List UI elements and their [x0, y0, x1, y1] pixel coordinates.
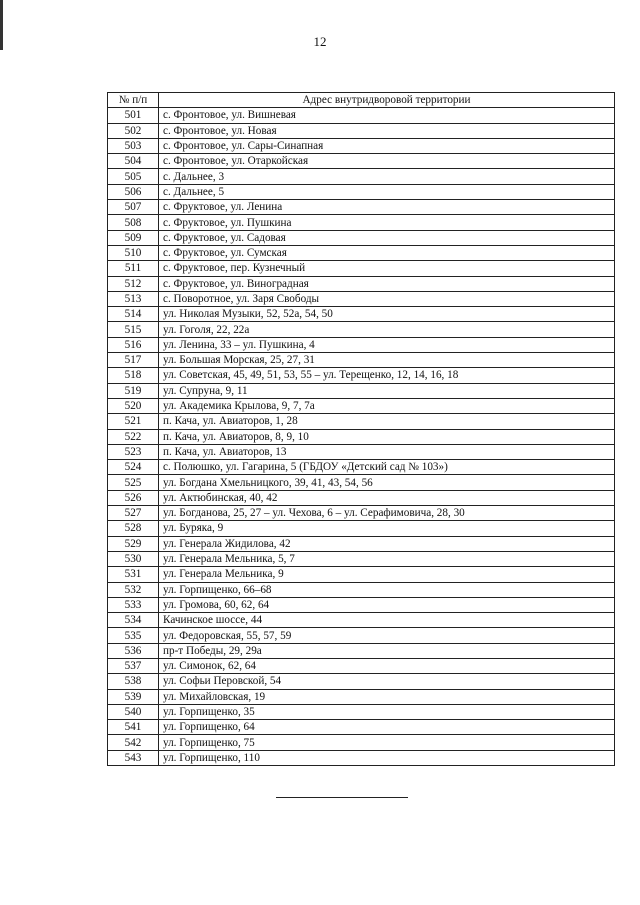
row-address: с. Фруктовое, ул. Ленина — [159, 200, 615, 215]
row-number: 532 — [108, 582, 159, 597]
row-address: с. Фронтовое, ул. Отаркойская — [159, 154, 615, 169]
row-address: с. Фронтовое, ул. Вишневая — [159, 108, 615, 123]
row-address: ул. Буряка, 9 — [159, 521, 615, 536]
row-address: ул. Горпищенко, 110 — [159, 750, 615, 765]
table-row — [108, 643, 615, 658]
row-number: 533 — [108, 597, 159, 612]
row-address: Качинское шоссе, 44 — [159, 613, 615, 628]
row-address: ул. Гоголя, 22, 22а — [159, 322, 615, 337]
table-row — [108, 184, 615, 199]
table-row — [108, 536, 615, 551]
table-row — [108, 567, 615, 582]
row-number: 543 — [108, 750, 159, 765]
row-number: 507 — [108, 200, 159, 215]
table-row — [108, 551, 615, 566]
table-row — [108, 414, 615, 429]
row-address: ул. Михайловская, 19 — [159, 689, 615, 704]
row-number: 511 — [108, 261, 159, 276]
row-address: ул. Супруна, 9, 11 — [159, 383, 615, 398]
footer-divider — [276, 797, 408, 798]
table-row — [108, 720, 615, 735]
table-row — [108, 613, 615, 628]
row-address: пр-т Победы, 29, 29а — [159, 643, 615, 658]
row-number: 503 — [108, 138, 159, 153]
row-number: 525 — [108, 475, 159, 490]
table-row — [108, 108, 615, 123]
row-number: 506 — [108, 184, 159, 199]
table-row — [108, 337, 615, 352]
row-number: 521 — [108, 414, 159, 429]
table-row — [108, 200, 615, 215]
row-number: 528 — [108, 521, 159, 536]
row-number: 515 — [108, 322, 159, 337]
table-row — [108, 230, 615, 245]
row-number: 530 — [108, 551, 159, 566]
table-row — [108, 674, 615, 689]
row-address: ул. Академика Крылова, 9, 7, 7а — [159, 398, 615, 413]
row-address: с. Фруктовое, ул. Виноградная — [159, 276, 615, 291]
row-number: 504 — [108, 154, 159, 169]
page-number: 12 — [313, 34, 327, 49]
table-row — [108, 291, 615, 306]
row-address: с. Фруктовое, ул. Пушкина — [159, 215, 615, 230]
table-row — [108, 475, 615, 490]
row-number: 520 — [108, 398, 159, 413]
table-row — [108, 750, 615, 765]
row-address: ул. Ленина, 33 – ул. Пушкина, 4 — [159, 337, 615, 352]
table-row — [108, 169, 615, 184]
row-address: п. Кача, ул. Авиаторов, 1, 28 — [159, 414, 615, 429]
row-number: 541 — [108, 720, 159, 735]
row-number: 518 — [108, 368, 159, 383]
row-address: с. Фронтовое, ул. Сары-Синапная — [159, 138, 615, 153]
row-address: ул. Генерала Мельника, 9 — [159, 567, 615, 582]
row-address: ул. Николая Музыки, 52, 52а, 54, 50 — [159, 307, 615, 322]
row-number: 523 — [108, 444, 159, 459]
row-number: 538 — [108, 674, 159, 689]
row-address: с. Фруктовое, пер. Кузнечный — [159, 261, 615, 276]
table-row — [108, 353, 615, 368]
table-row — [108, 138, 615, 153]
table-row — [108, 123, 615, 138]
table-row — [108, 704, 615, 719]
row-number: 522 — [108, 429, 159, 444]
row-address: с. Дальнее, 3 — [159, 169, 615, 184]
row-number: 512 — [108, 276, 159, 291]
row-number: 529 — [108, 536, 159, 551]
table-row — [108, 444, 615, 459]
row-number: 519 — [108, 383, 159, 398]
row-number: 509 — [108, 230, 159, 245]
row-number: 536 — [108, 643, 159, 658]
row-address: с. Фронтовое, ул. Новая — [159, 123, 615, 138]
row-number: 534 — [108, 613, 159, 628]
table-row — [108, 628, 615, 643]
row-number: 505 — [108, 169, 159, 184]
row-number: 501 — [108, 108, 159, 123]
table-row — [108, 689, 615, 704]
table-body — [108, 108, 615, 766]
table-row — [108, 368, 615, 383]
row-number: 510 — [108, 245, 159, 260]
row-number: 514 — [108, 307, 159, 322]
row-number: 517 — [108, 353, 159, 368]
table-row — [108, 398, 615, 413]
row-number: 526 — [108, 490, 159, 505]
row-address: ул. Горпищенко, 66–68 — [159, 582, 615, 597]
header-address: Адрес внутридворовой территории — [159, 93, 615, 108]
row-address: ул. Большая Морская, 25, 27, 31 — [159, 353, 615, 368]
row-address: с. Дальнее, 5 — [159, 184, 615, 199]
row-address: ул. Советская, 45, 49, 51, 53, 55 – ул. Терещенко, 12, 14, 16, 18 — [159, 368, 615, 383]
row-number: 516 — [108, 337, 159, 352]
address-table — [107, 92, 615, 766]
table-row — [108, 582, 615, 597]
table-row — [108, 261, 615, 276]
row-number: 539 — [108, 689, 159, 704]
row-address: ул. Симонок, 62, 64 — [159, 658, 615, 673]
row-address: ул. Федоровская, 55, 57, 59 — [159, 628, 615, 643]
row-address: с. Фруктовое, ул. Сумская — [159, 245, 615, 260]
row-address: ул. Генерала Жидилова, 42 — [159, 536, 615, 551]
row-address: с. Поворотное, ул. Заря Свободы — [159, 291, 615, 306]
row-address: ул. Горпищенко, 75 — [159, 735, 615, 750]
table-row — [108, 245, 615, 260]
row-address: с. Полюшко, ул. Гагарина, 5 (ГБДОУ «Детский сад № 103») — [159, 460, 615, 475]
row-number: 502 — [108, 123, 159, 138]
table-row — [108, 521, 615, 536]
row-address: ул. Богданова, 25, 27 – ул. Чехова, 6 – ул. Серафимовича, 28, 30 — [159, 506, 615, 521]
table-row — [108, 307, 615, 322]
row-number: 537 — [108, 658, 159, 673]
table-row — [108, 322, 615, 337]
row-address: ул. Горпищенко, 35 — [159, 704, 615, 719]
table-header-row — [108, 93, 615, 108]
table-row — [108, 597, 615, 612]
table-row — [108, 735, 615, 750]
table-row — [108, 506, 615, 521]
table-row — [108, 215, 615, 230]
row-address: ул. Генерала Мельника, 5, 7 — [159, 551, 615, 566]
row-number: 527 — [108, 506, 159, 521]
row-number: 524 — [108, 460, 159, 475]
row-address: ул. Актюбинская, 40, 42 — [159, 490, 615, 505]
row-number: 531 — [108, 567, 159, 582]
table-row — [108, 429, 615, 444]
row-address: ул. Софьи Перовской, 54 — [159, 674, 615, 689]
row-address: с. Фруктовое, ул. Садовая — [159, 230, 615, 245]
row-address: ул. Громова, 60, 62, 64 — [159, 597, 615, 612]
table-row — [108, 276, 615, 291]
row-address: п. Кача, ул. Авиаторов, 13 — [159, 444, 615, 459]
table-row — [108, 154, 615, 169]
table-row — [108, 383, 615, 398]
row-address: п. Кача, ул. Авиаторов, 8, 9, 10 — [159, 429, 615, 444]
header-number: № п/п — [108, 93, 159, 108]
row-address: ул. Богдана Хмельницкого, 39, 41, 43, 54, 56 — [159, 475, 615, 490]
row-number: 513 — [108, 291, 159, 306]
table-row — [108, 460, 615, 475]
row-number: 535 — [108, 628, 159, 643]
table-row — [108, 658, 615, 673]
row-address: ул. Горпищенко, 64 — [159, 720, 615, 735]
row-number: 542 — [108, 735, 159, 750]
row-number: 508 — [108, 215, 159, 230]
row-number: 540 — [108, 704, 159, 719]
table-row — [108, 490, 615, 505]
